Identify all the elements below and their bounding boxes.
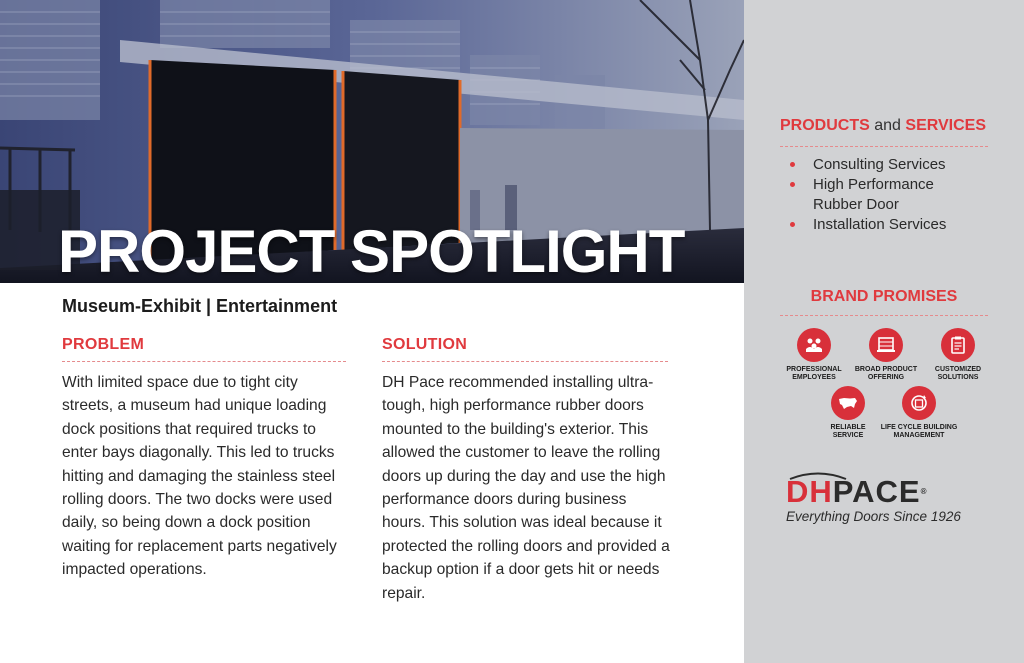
- dh-pace-logo: [786, 476, 982, 524]
- door-icon: [876, 335, 896, 355]
- clipboard-icon: [948, 335, 968, 355]
- problem-heading: PROBLEM: [62, 336, 346, 362]
- logo-tagline: Everything Doors Since 1926: [786, 509, 961, 524]
- list-item: High Performance Rubber Door: [790, 175, 940, 215]
- and-heading-word: and: [874, 117, 901, 134]
- problem-body: With limited space due to tight city streets, a museum had unique loading dock positions that required trucks to enter bays diagonally. This led to trucks hitting and damaging the stainless steel rolling doors. The two docks were used daily, so being down a dock position waiting for replacement parts negatively impacted operations.: [62, 374, 337, 579]
- solution-heading: SOLUTION: [382, 336, 668, 362]
- promise-label: RELIABLE SERVICE: [830, 424, 866, 439]
- hero-photo: [0, 0, 744, 283]
- promise-label: LIFE CYCLE BUILDING MANAGEMENT: [880, 424, 958, 439]
- promise-customized-solutions: [922, 328, 994, 382]
- logo-arc-icon: [788, 470, 848, 480]
- brand-promises-heading: BRAND PROMISES: [810, 288, 958, 305]
- promise-broad-product-offering: [850, 328, 922, 382]
- list-item: Installation Services: [790, 215, 946, 235]
- services-heading-word: SERVICES: [905, 117, 987, 134]
- people-icon: [804, 335, 824, 355]
- divider: [780, 315, 988, 316]
- usa-map-icon: [838, 393, 858, 413]
- products-services-heading: [780, 117, 986, 135]
- project-category: Museum-Exhibit | Entertainment: [62, 296, 338, 316]
- problem-section: [62, 336, 344, 582]
- lifecycle-icon: [909, 393, 929, 413]
- solution-section: [382, 336, 672, 605]
- promise-life-cycle-building-management: [878, 386, 960, 440]
- divider: [780, 146, 988, 147]
- promise-reliable-service: [812, 386, 884, 440]
- promise-label: PROFESSIONAL EMPLOYEES: [786, 366, 842, 381]
- logo-wordmark: [786, 476, 982, 507]
- promise-professional-employees: [778, 328, 850, 382]
- products-services-list: [790, 155, 946, 235]
- solution-body: DH Pace recommended installing ultra-tough, high performance rubber doors mounted to the building's exterior. This allowed the customer to leave the rolling doors up during the day and use the high performance doors during business hours. This solution was ideal because it protected the rolling doors and provided a backup option if a door gets hit or needs repair.: [382, 374, 670, 602]
- page-title: PROJECT SPOTLIGHT: [58, 218, 685, 283]
- products-heading-word: PRODUCTS: [780, 117, 870, 134]
- logo-pace: PACE: [832, 474, 921, 509]
- promise-label: BROAD PRODUCT OFFERING: [854, 366, 918, 381]
- promise-label: CUSTOMIZED SOLUTIONS: [934, 366, 982, 381]
- logo-registered-mark: ®: [920, 487, 928, 496]
- list-item: Consulting Services: [790, 155, 946, 175]
- logo-dh: DH: [786, 474, 833, 509]
